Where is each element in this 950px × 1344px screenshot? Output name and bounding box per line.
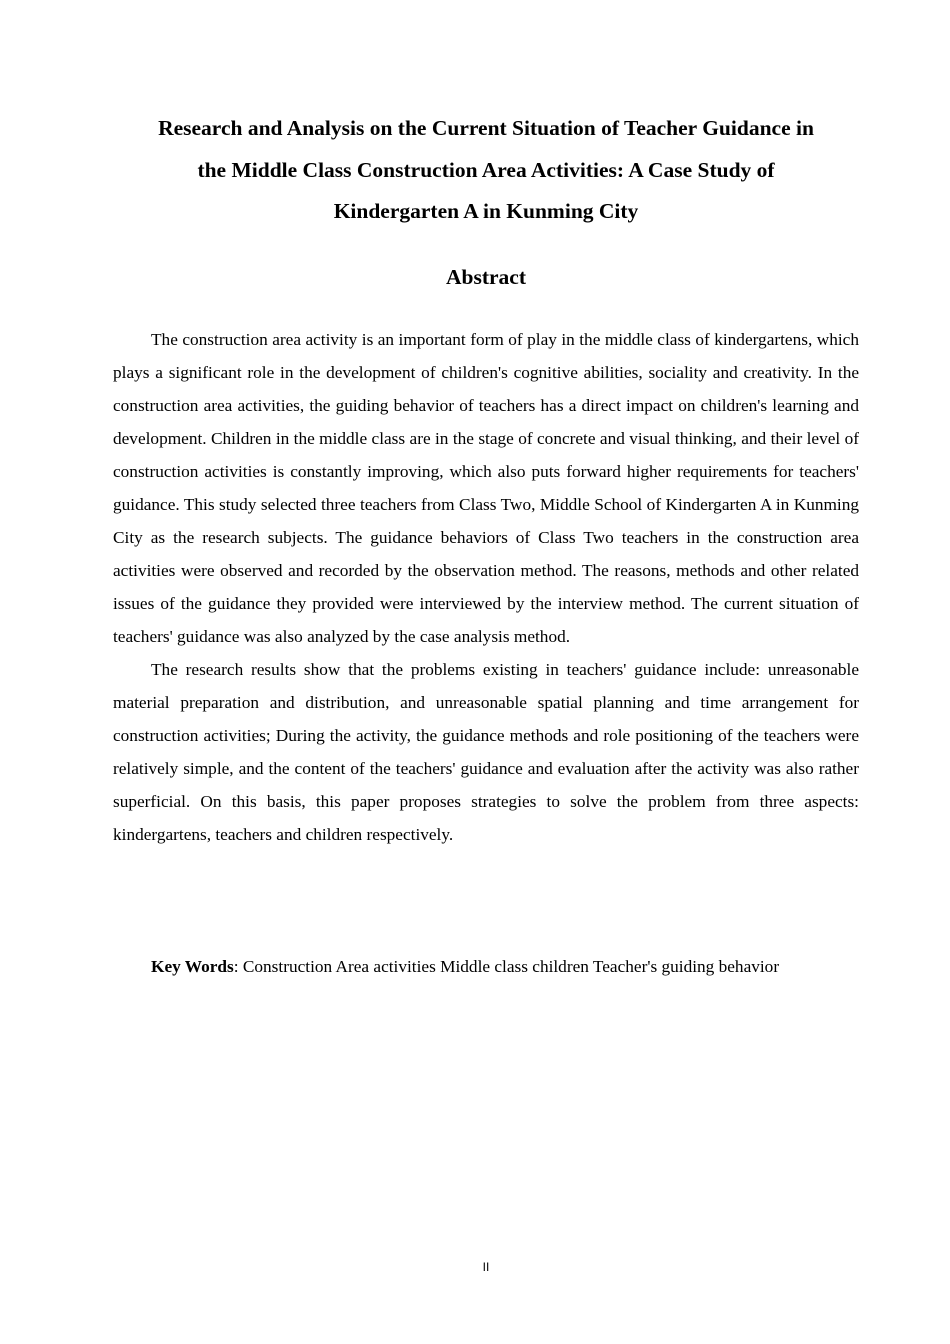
title-line-2: the Middle Class Construction Area Activities: A Case Study of	[197, 157, 775, 182]
abstract-body	[113, 323, 859, 851]
abstract-paragraph-2: The research results show that the problems existing in teachers' guidance include: unreasonable material preparation and distribution, and unreasonable spatial planning and time arrangement for construction activities; During the activity, the guidance methods and role positioning of the teachers were relatively simple, and the content of the teachers' guidance and evaluation after the activity was also rather superficial. On this basis, this paper proposes strategies to solve the problem from three aspects: kindergartens, teachers and children respectively.	[113, 660, 859, 844]
title-line-3: Kindergarten A in Kunming City	[333, 199, 639, 223]
abstract-heading: Abstract	[445, 265, 526, 289]
abstract-paragraph-1: The construction area activity is an important form of play in the middle class of kindergartens, which plays a significant role in the development of children's cognitive abilities, sociality and creativity. In the construction area activities, the guiding behavior of teachers has a direct impact on children's learning and development. Children in the middle class are in the stage of concrete and visual thinking, and their level of construction activities is constantly improving, which also puts forward higher requirements for teachers' guidance. This study selected three teachers from Class Two, Middle School of Kindergarten A in Kunming City as the research subjects. The guidance behaviors of Class Two teachers in the construction area activities were observed and recorded by the observation method. The reasons, methods and other related issues of the guidance they provided were interviewed by the interview method. The current situation of teachers' guidance was also analyzed by the case analysis method.	[113, 330, 859, 646]
keywords-label: Key Words	[151, 957, 234, 976]
keywords-text: : Construction Area activities Middle class children Teacher's guiding behavior	[233, 957, 780, 976]
title-line-1: Research and Analysis on the Current Situation of Teacher Guidance in	[158, 116, 814, 140]
page-number: II	[482, 1260, 490, 1274]
paper-title	[100, 108, 872, 233]
keywords-line	[113, 950, 913, 983]
